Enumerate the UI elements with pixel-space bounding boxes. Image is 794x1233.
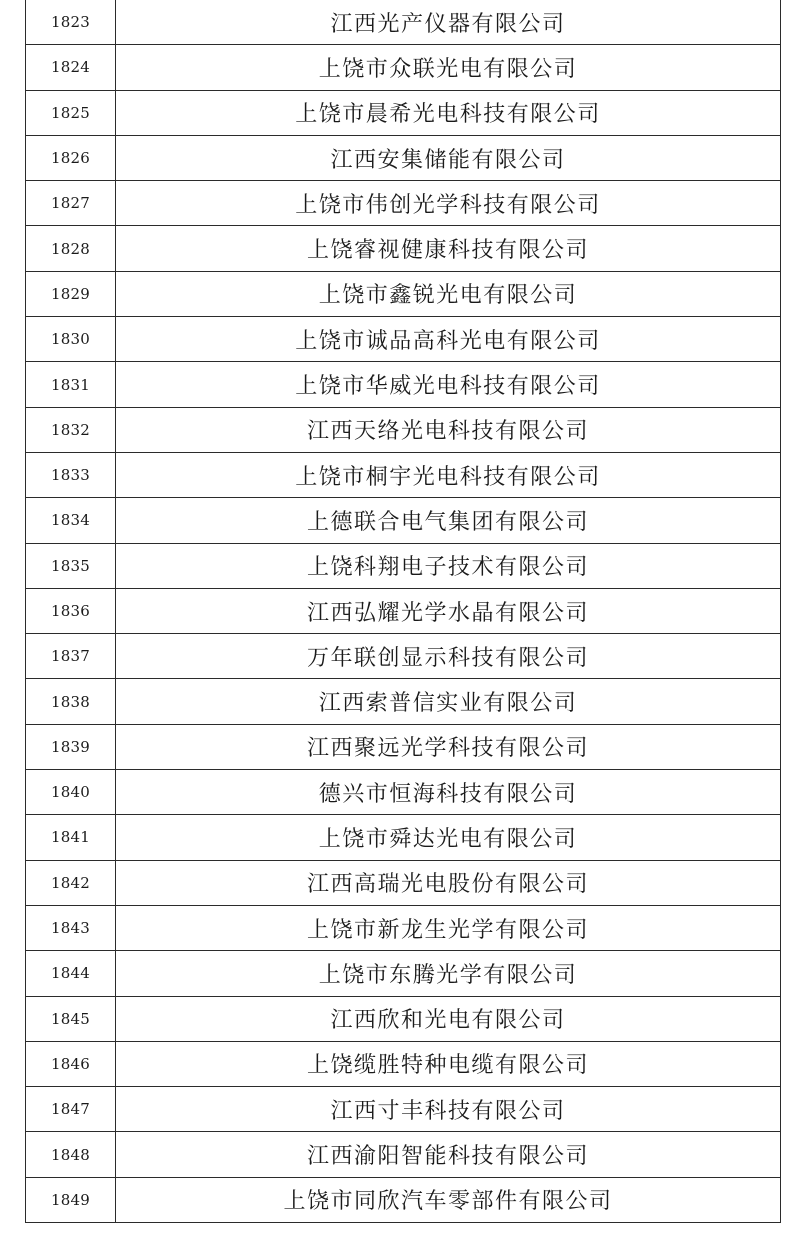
row-number: 1840 [26,770,116,815]
row-number: 1836 [26,588,116,633]
row-number: 1827 [26,181,116,226]
row-number: 1823 [26,0,116,45]
company-name: 上饶市鑫锐光电有限公司 [116,271,781,316]
row-number: 1831 [26,362,116,407]
company-list-body [26,0,781,1223]
row-number: 1825 [26,90,116,135]
row-number: 1848 [26,1132,116,1177]
table-row [26,407,781,452]
row-number: 1837 [26,634,116,679]
table-row [26,135,781,180]
company-name: 上饶市众联光电有限公司 [116,45,781,90]
row-number: 1847 [26,1087,116,1132]
company-list-table [25,0,781,1223]
table-row [26,181,781,226]
company-name: 江西索普信实业有限公司 [116,679,781,724]
table-row [26,498,781,543]
company-name: 上饶市伟创光学科技有限公司 [116,181,781,226]
table-row [26,588,781,633]
row-number: 1826 [26,135,116,180]
table-row [26,815,781,860]
table-row [26,317,781,362]
company-name: 上饶市新龙生光学有限公司 [116,905,781,950]
row-number: 1846 [26,1041,116,1086]
table-row [26,543,781,588]
row-number: 1838 [26,679,116,724]
company-name: 上饶市诚品高科光电有限公司 [116,317,781,362]
table-row [26,271,781,316]
company-name: 江西光产仪器有限公司 [116,0,781,45]
table-row [26,1041,781,1086]
table-row [26,45,781,90]
row-number: 1832 [26,407,116,452]
company-name: 上饶市晨希光电科技有限公司 [116,90,781,135]
company-name: 上德联合电气集团有限公司 [116,498,781,543]
company-name: 德兴市恒海科技有限公司 [116,770,781,815]
table-row [26,634,781,679]
company-name: 江西高瑞光电股份有限公司 [116,860,781,905]
row-number: 1844 [26,951,116,996]
row-number: 1824 [26,45,116,90]
company-name: 江西天络光电科技有限公司 [116,407,781,452]
row-number: 1842 [26,860,116,905]
row-number: 1849 [26,1177,116,1222]
company-name: 江西欣和光电有限公司 [116,996,781,1041]
table-row [26,362,781,407]
company-name: 江西渝阳智能科技有限公司 [116,1132,781,1177]
row-number: 1830 [26,317,116,362]
company-name: 江西安集储能有限公司 [116,135,781,180]
company-name: 上饶市同欣汽车零部件有限公司 [116,1177,781,1222]
row-number: 1835 [26,543,116,588]
table-row [26,679,781,724]
row-number: 1843 [26,905,116,950]
table-row [26,1177,781,1222]
row-number: 1839 [26,724,116,769]
row-number: 1833 [26,452,116,497]
company-name: 上饶市华威光电科技有限公司 [116,362,781,407]
company-name: 上饶睿视健康科技有限公司 [116,226,781,271]
table-row [26,951,781,996]
table-row [26,226,781,271]
company-name: 万年联创显示科技有限公司 [116,634,781,679]
row-number: 1845 [26,996,116,1041]
company-name: 上饶市桐宇光电科技有限公司 [116,452,781,497]
row-number: 1829 [26,271,116,316]
table-row [26,1132,781,1177]
table-row [26,452,781,497]
table-row [26,996,781,1041]
table-row [26,90,781,135]
company-name: 上饶市东腾光学有限公司 [116,951,781,996]
row-number: 1834 [26,498,116,543]
table-row [26,0,781,45]
company-name: 江西寸丰科技有限公司 [116,1087,781,1132]
table-row [26,770,781,815]
row-number: 1841 [26,815,116,860]
company-name: 江西聚远光学科技有限公司 [116,724,781,769]
company-name: 江西弘耀光学水晶有限公司 [116,588,781,633]
row-number: 1828 [26,226,116,271]
table-row [26,724,781,769]
table-row [26,905,781,950]
company-name: 上饶科翔电子技术有限公司 [116,543,781,588]
company-name: 上饶缆胜特种电缆有限公司 [116,1041,781,1086]
company-name: 上饶市舜达光电有限公司 [116,815,781,860]
table-row [26,860,781,905]
table-row [26,1087,781,1132]
